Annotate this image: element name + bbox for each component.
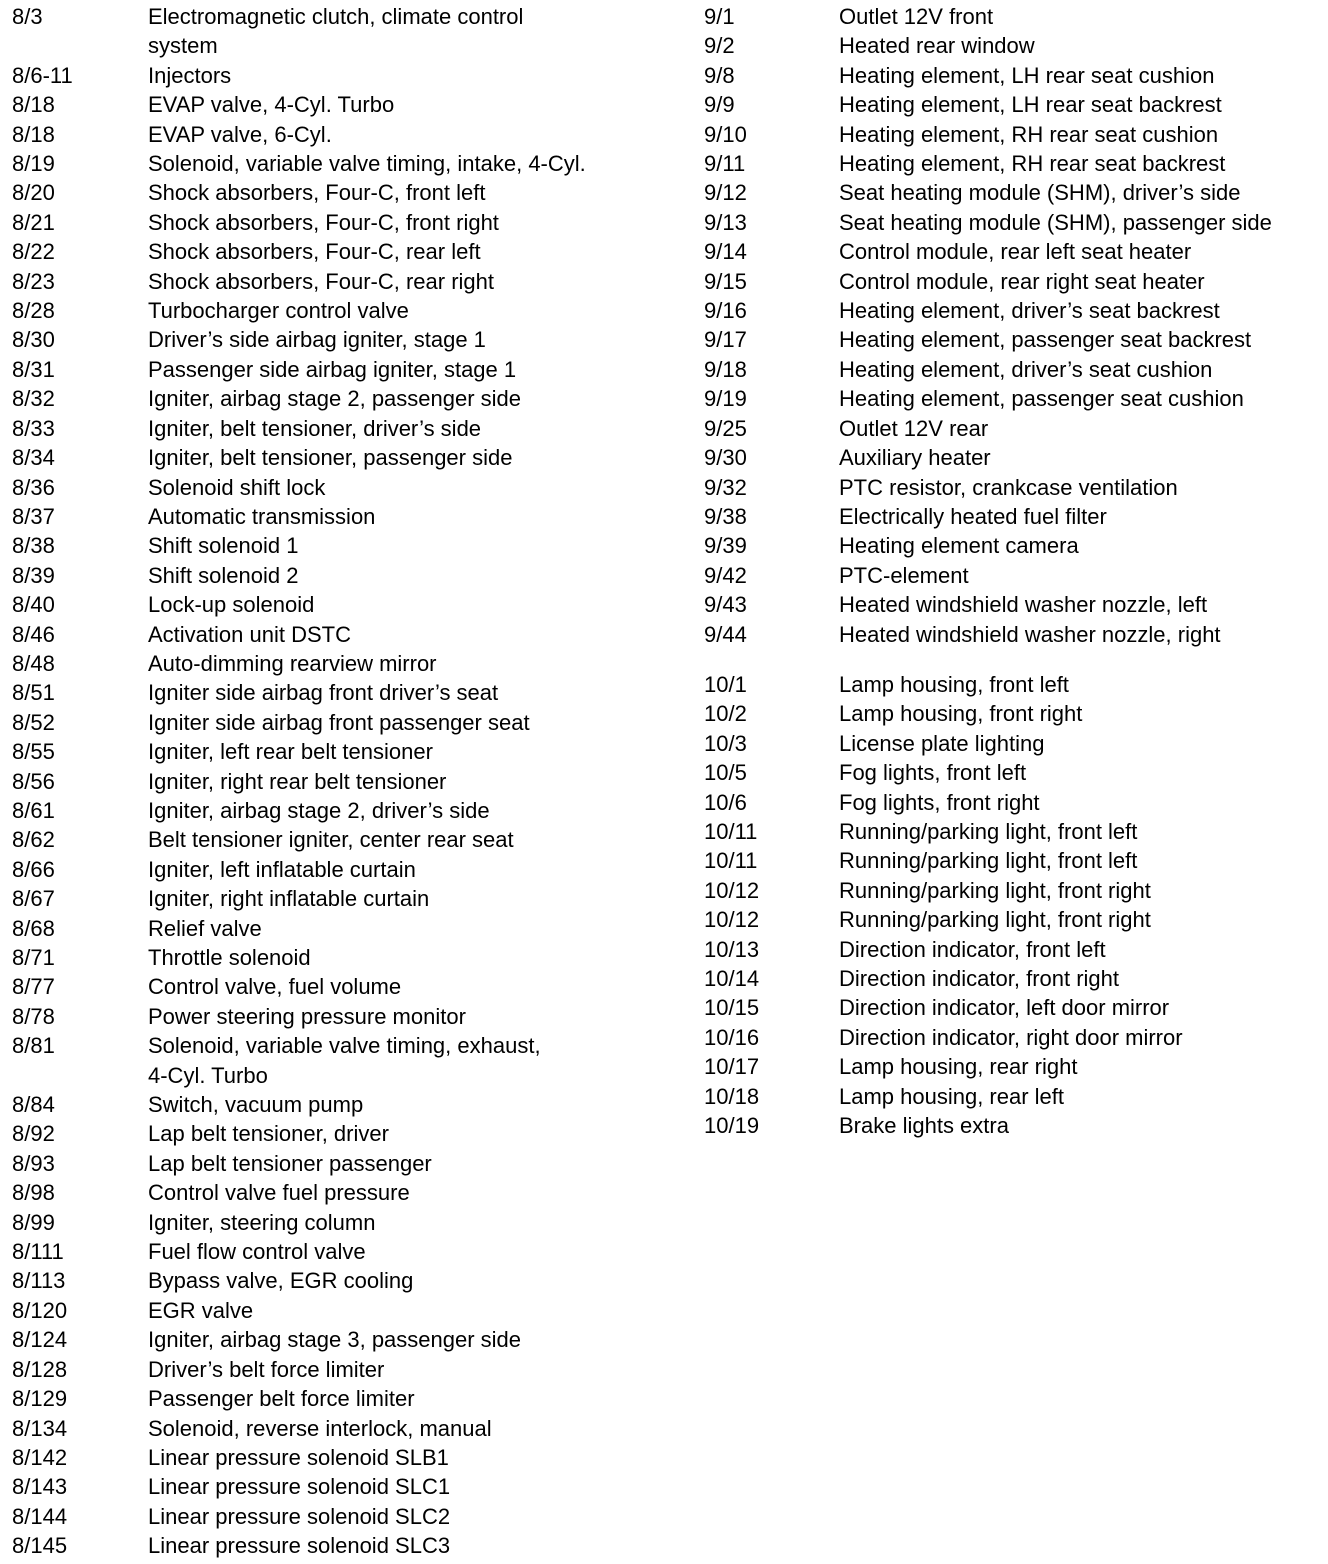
component-code: 8/142 bbox=[12, 1444, 68, 1470]
list-item bbox=[704, 964, 1324, 993]
list-item bbox=[704, 620, 1324, 649]
component-description: Shift solenoid 1 bbox=[148, 533, 299, 559]
list-item bbox=[704, 817, 1324, 846]
component-description: Auxiliary heater bbox=[839, 445, 991, 471]
component-code: 8/62 bbox=[12, 827, 55, 853]
component-description: Driver’s side airbag igniter, stage 1 bbox=[148, 327, 486, 353]
component-description: Bypass valve, EGR cooling bbox=[148, 1268, 414, 1294]
component-description: Lap belt tensioner, driver bbox=[148, 1121, 389, 1147]
component-code: 8/22 bbox=[12, 239, 55, 265]
list-item bbox=[704, 325, 1324, 354]
component-description: Shock absorbers, Four-C, front right bbox=[148, 209, 499, 235]
component-description: Running/parking light, front left bbox=[839, 848, 1138, 874]
component-description: Igniter, right rear belt tensioner bbox=[148, 768, 447, 794]
list-item bbox=[704, 31, 1324, 60]
component-description: Igniter, airbag stage 3, passenger side bbox=[148, 1327, 522, 1353]
component-description: Igniter, belt tensioner, passenger side bbox=[148, 445, 513, 471]
component-description: Passenger side airbag igniter, stage 1 bbox=[148, 356, 517, 382]
component-description: Control valve fuel pressure bbox=[148, 1180, 410, 1206]
list-item bbox=[704, 729, 1324, 758]
component-code: 9/10 bbox=[704, 121, 747, 147]
list-item bbox=[12, 384, 672, 413]
component-code: 8/33 bbox=[12, 415, 55, 441]
component-description: Heating element, LH rear seat backrest bbox=[839, 92, 1222, 118]
component-code: 8/18 bbox=[12, 92, 55, 118]
list-item bbox=[12, 502, 672, 531]
component-code: 8/18 bbox=[12, 121, 55, 147]
component-description: Shock absorbers, Four-C, rear left bbox=[148, 239, 481, 265]
component-description: Heated windshield washer nozzle, left bbox=[839, 592, 1208, 618]
component-description: Igniter side airbag front driver’s seat bbox=[148, 680, 499, 706]
component-code: 10/1 bbox=[704, 671, 747, 697]
component-description: Outlet 12V rear bbox=[839, 415, 989, 441]
list-item bbox=[12, 325, 672, 354]
component-description: Heating element, driver’s seat backrest bbox=[839, 298, 1220, 324]
component-code: 8/31 bbox=[12, 356, 55, 382]
component-code: 10/17 bbox=[704, 1054, 760, 1080]
component-description: Solenoid, variable valve timing, intake, 4-Cyl. bbox=[148, 151, 586, 177]
component-description: Belt tensioner igniter, center rear seat bbox=[148, 827, 514, 853]
component-code: 8/21 bbox=[12, 209, 55, 235]
component-code: 8/40 bbox=[12, 592, 55, 618]
component-description: Heating element, RH rear seat cushion bbox=[839, 121, 1219, 147]
component-code: 8/28 bbox=[12, 298, 55, 324]
component-description: Heating element, LH rear seat cushion bbox=[839, 62, 1215, 88]
component-description: EVAP valve, 4-Cyl. Turbo bbox=[148, 92, 395, 118]
list-item bbox=[12, 590, 672, 619]
component-code: 8/98 bbox=[12, 1180, 55, 1206]
component-description: Lamp housing, rear right bbox=[839, 1054, 1078, 1080]
component-description: Direction indicator, left door mirror bbox=[839, 995, 1170, 1021]
group-9-list bbox=[704, 2, 1324, 649]
component-description: Running/parking light, front left bbox=[839, 818, 1138, 844]
component-code: 10/3 bbox=[704, 730, 747, 756]
component-description: Direction indicator, right door mirror bbox=[839, 1024, 1183, 1050]
component-code: 10/16 bbox=[704, 1024, 760, 1050]
list-item bbox=[704, 2, 1324, 31]
list-item bbox=[704, 384, 1324, 413]
component-code: 8/55 bbox=[12, 739, 55, 765]
component-code: 8/128 bbox=[12, 1356, 68, 1382]
list-item bbox=[704, 699, 1324, 728]
component-code: 8/144 bbox=[12, 1503, 68, 1529]
component-description: Direction indicator, front left bbox=[839, 936, 1106, 962]
component-description: Heating element, passenger seat backrest bbox=[839, 327, 1252, 353]
list-item bbox=[704, 846, 1324, 875]
component-description: Fog lights, front left bbox=[839, 760, 1027, 786]
component-description: Heating element, passenger seat cushion bbox=[839, 386, 1244, 412]
component-description: Heating element, driver’s seat cushion bbox=[839, 356, 1213, 382]
list-item bbox=[12, 208, 672, 237]
component-description: Heating element, RH rear seat backrest bbox=[839, 151, 1226, 177]
component-description: Direction indicator, front right bbox=[839, 966, 1120, 991]
component-code: 10/18 bbox=[704, 1083, 760, 1109]
component-code: 8/84 bbox=[12, 1092, 55, 1118]
list-item bbox=[12, 355, 672, 384]
component-description: Throttle solenoid bbox=[148, 945, 311, 970]
component-code: 10/11 bbox=[704, 848, 758, 874]
component-description: Seat heating module (SHM), driver’s side bbox=[839, 180, 1241, 206]
list-item bbox=[12, 855, 672, 884]
component-description: License plate lighting bbox=[839, 730, 1045, 756]
component-code: 8/66 bbox=[12, 856, 55, 882]
list-item bbox=[12, 1119, 672, 1148]
list-item bbox=[12, 796, 672, 825]
component-description: Running/parking light, front right bbox=[839, 907, 1151, 933]
component-description: Igniter side airbag front passenger seat bbox=[148, 709, 530, 735]
component-code: 9/25 bbox=[704, 415, 747, 441]
list-item bbox=[12, 531, 672, 560]
left-column bbox=[12, 2, 672, 1561]
list-item bbox=[12, 678, 672, 707]
list-item bbox=[12, 1443, 672, 1472]
component-code: 8/56 bbox=[12, 768, 55, 794]
list-item bbox=[12, 414, 672, 443]
list-item bbox=[12, 1384, 672, 1413]
component-description: Heating element camera bbox=[839, 533, 1079, 559]
list-item bbox=[704, 758, 1324, 787]
component-code: 9/2 bbox=[704, 33, 735, 59]
component-description: Control valve, fuel volume bbox=[148, 974, 402, 1000]
component-code: 8/19 bbox=[12, 151, 55, 177]
component-description: Switch, vacuum pump bbox=[148, 1092, 364, 1118]
component-code: 9/8 bbox=[704, 62, 735, 88]
component-code: 8/78 bbox=[12, 1003, 55, 1029]
list-item bbox=[12, 473, 672, 502]
component-code: 8/52 bbox=[12, 709, 55, 735]
component-code: 10/14 bbox=[704, 966, 760, 991]
component-code: 10/12 bbox=[704, 877, 760, 903]
list-item bbox=[12, 1531, 672, 1560]
list-item bbox=[12, 1237, 672, 1266]
component-code: 8/120 bbox=[12, 1297, 68, 1323]
component-code: 8/34 bbox=[12, 445, 55, 471]
component-code: 8/30 bbox=[12, 327, 55, 353]
list-item bbox=[704, 178, 1324, 207]
component-code: 8/68 bbox=[12, 915, 55, 941]
component-code: 9/39 bbox=[704, 533, 747, 559]
list-item bbox=[12, 561, 672, 590]
component-description: Lamp housing, rear left bbox=[839, 1083, 1065, 1109]
list-item bbox=[12, 1296, 672, 1325]
list-item bbox=[12, 120, 672, 149]
list-item bbox=[12, 1472, 672, 1501]
component-description: PTC resistor, crankcase ventilation bbox=[839, 474, 1178, 500]
component-code: 8/36 bbox=[12, 474, 55, 500]
component-code: 8/37 bbox=[12, 503, 55, 529]
component-description: Igniter, left rear belt tensioner bbox=[148, 739, 433, 765]
list-item bbox=[704, 414, 1324, 443]
component-description: Driver’s belt force limiter bbox=[148, 1356, 385, 1382]
list-item bbox=[12, 443, 672, 472]
list-item bbox=[12, 1031, 672, 1090]
component-code: 10/19 bbox=[704, 1113, 760, 1139]
component-code: 10/11 bbox=[704, 818, 758, 844]
list-item bbox=[704, 237, 1324, 266]
component-code: 9/13 bbox=[704, 209, 747, 235]
component-code: 8/124 bbox=[12, 1327, 68, 1353]
list-item bbox=[12, 2, 672, 61]
component-code: 8/71 bbox=[12, 945, 55, 970]
list-item bbox=[12, 90, 672, 119]
component-code: 9/43 bbox=[704, 592, 747, 618]
component-description: Activation unit DSTC bbox=[148, 621, 351, 647]
list-item bbox=[704, 561, 1324, 590]
component-code: 10/5 bbox=[704, 760, 747, 786]
component-code: 8/48 bbox=[12, 650, 55, 676]
list-item bbox=[704, 443, 1324, 472]
list-item bbox=[704, 1052, 1324, 1081]
component-code: 8/81 bbox=[12, 1033, 55, 1059]
list-item bbox=[704, 1023, 1324, 1052]
component-code: 8/46 bbox=[12, 621, 55, 647]
component-code: 8/61 bbox=[12, 797, 55, 823]
component-description: Shift solenoid 2 bbox=[148, 562, 299, 588]
list-item bbox=[12, 884, 672, 913]
component-code: 9/38 bbox=[704, 503, 747, 529]
list-item bbox=[12, 1266, 672, 1295]
component-description: Fog lights, front right bbox=[839, 789, 1040, 815]
component-description: Outlet 12V front bbox=[839, 4, 994, 29]
component-description: Linear pressure solenoid SLB1 bbox=[148, 1444, 449, 1470]
component-code: 8/32 bbox=[12, 386, 55, 412]
list-item bbox=[12, 1149, 672, 1178]
list-item bbox=[12, 1502, 672, 1531]
list-item bbox=[12, 767, 672, 796]
component-code: 9/16 bbox=[704, 298, 747, 324]
list-item bbox=[704, 590, 1324, 619]
component-description: Shock absorbers, Four-C, rear right bbox=[148, 268, 495, 294]
component-code: 8/38 bbox=[12, 533, 55, 559]
list-item bbox=[12, 149, 672, 178]
list-item bbox=[12, 1002, 672, 1031]
component-code: 8/77 bbox=[12, 974, 55, 1000]
component-description: Linear pressure solenoid SLC1 bbox=[148, 1474, 451, 1500]
list-item bbox=[704, 788, 1324, 817]
component-code: 9/30 bbox=[704, 445, 747, 471]
component-code: 8/39 bbox=[12, 562, 55, 588]
component-description: Igniter, belt tensioner, driver’s side bbox=[148, 415, 482, 441]
list-item bbox=[12, 914, 672, 943]
component-code: 9/44 bbox=[704, 621, 747, 647]
list-item bbox=[704, 670, 1324, 699]
component-code: 9/15 bbox=[704, 268, 747, 294]
list-item bbox=[12, 178, 672, 207]
component-code: 8/129 bbox=[12, 1386, 68, 1412]
list-item bbox=[12, 708, 672, 737]
list-item bbox=[12, 737, 672, 766]
group-10-list bbox=[704, 670, 1324, 1141]
component-code: 9/32 bbox=[704, 474, 747, 500]
component-description: Control module, rear right seat heater bbox=[839, 268, 1205, 294]
component-description: Turbocharger control valve bbox=[148, 298, 409, 324]
list-item bbox=[704, 935, 1324, 964]
component-code: 8/20 bbox=[12, 180, 55, 206]
component-description: Passenger belt force limiter bbox=[148, 1386, 415, 1412]
component-description: Solenoid shift lock bbox=[148, 474, 326, 500]
group-separator bbox=[704, 649, 1324, 670]
list-item bbox=[12, 972, 672, 1001]
component-description: Heated rear window bbox=[839, 33, 1035, 59]
component-description: Lamp housing, front right bbox=[839, 701, 1083, 727]
list-item bbox=[704, 876, 1324, 905]
component-code: 9/18 bbox=[704, 356, 747, 382]
component-description: EGR valve bbox=[148, 1297, 254, 1323]
component-description: Injectors bbox=[148, 62, 232, 88]
component-code: 9/1 bbox=[704, 4, 735, 29]
component-code: 8/134 bbox=[12, 1415, 68, 1441]
component-description: Automatic transmission bbox=[148, 503, 376, 529]
component-description: Heated windshield washer nozzle, right bbox=[839, 621, 1221, 647]
component-code: 9/11 bbox=[704, 151, 746, 177]
list-item bbox=[12, 296, 672, 325]
list-item bbox=[704, 296, 1324, 325]
component-code: 9/14 bbox=[704, 239, 747, 265]
list-item bbox=[12, 825, 672, 854]
component-description: Igniter, steering column bbox=[148, 1209, 376, 1235]
list-item bbox=[12, 1355, 672, 1384]
list-item bbox=[12, 1090, 672, 1119]
list-item bbox=[704, 120, 1324, 149]
component-description: Igniter, airbag stage 2, passenger side bbox=[148, 386, 522, 412]
list-item bbox=[12, 237, 672, 266]
component-code: 9/12 bbox=[704, 180, 747, 206]
component-code: 8/145 bbox=[12, 1533, 68, 1559]
component-code: 8/92 bbox=[12, 1121, 55, 1147]
component-code: 10/2 bbox=[704, 701, 747, 727]
list-item bbox=[704, 473, 1324, 502]
component-code: 8/143 bbox=[12, 1474, 68, 1500]
component-code: 9/17 bbox=[704, 327, 747, 353]
list-item bbox=[12, 1178, 672, 1207]
component-description: Brake lights extra bbox=[839, 1113, 1009, 1139]
component-code: 10/15 bbox=[704, 995, 760, 1021]
component-description: Power steering pressure monitor bbox=[148, 1003, 466, 1029]
list-item bbox=[704, 531, 1324, 560]
list-item bbox=[704, 993, 1324, 1022]
component-code: 8/113 bbox=[12, 1268, 66, 1294]
component-code: 9/19 bbox=[704, 386, 747, 412]
component-description: Linear pressure solenoid SLC3 bbox=[148, 1533, 451, 1559]
right-column bbox=[704, 2, 1324, 1140]
list-item bbox=[704, 90, 1324, 119]
list-item bbox=[704, 355, 1324, 384]
list-item bbox=[12, 620, 672, 649]
component-description: Igniter, left inflatable curtain bbox=[148, 856, 416, 882]
component-code: 8/111 bbox=[12, 1239, 64, 1265]
component-description: Lock-up solenoid bbox=[148, 592, 315, 618]
list-item bbox=[12, 61, 672, 90]
component-code: 9/9 bbox=[704, 92, 735, 118]
list-item bbox=[12, 1208, 672, 1237]
list-item bbox=[704, 267, 1324, 296]
component-code: 8/6-11 bbox=[12, 62, 73, 88]
component-description: Linear pressure solenoid SLC2 bbox=[148, 1503, 451, 1529]
component-description: Electrically heated fuel filter bbox=[839, 503, 1107, 529]
component-description: Igniter, right inflatable curtain bbox=[148, 886, 430, 912]
component-description: Running/parking light, front right bbox=[839, 877, 1151, 903]
component-description: Auto-dimming rearview mirror bbox=[148, 650, 437, 676]
component-description: PTC-element bbox=[839, 562, 969, 588]
component-description: Igniter, airbag stage 2, driver’s side bbox=[148, 797, 490, 823]
list-item bbox=[704, 149, 1324, 178]
component-code: 8/93 bbox=[12, 1150, 55, 1176]
list-item bbox=[12, 1325, 672, 1354]
component-code: 8/67 bbox=[12, 886, 55, 912]
component-code: 9/42 bbox=[704, 562, 747, 588]
component-description: Seat heating module (SHM), passenger side bbox=[839, 209, 1272, 235]
list-item bbox=[704, 208, 1324, 237]
component-code: 10/13 bbox=[704, 936, 760, 962]
component-description: Control module, rear left seat heater bbox=[839, 239, 1192, 265]
component-description: Solenoid, variable valve timing, exhaust, 4-Cyl. Turbo bbox=[148, 1033, 541, 1088]
component-description: Fuel flow control valve bbox=[148, 1239, 366, 1265]
list-item bbox=[12, 267, 672, 296]
list-item bbox=[704, 905, 1324, 934]
component-description: EVAP valve, 6-Cyl. bbox=[148, 121, 332, 147]
list-item bbox=[12, 1414, 672, 1443]
component-description: Lap belt tensioner passenger bbox=[148, 1150, 432, 1176]
list-item bbox=[704, 1111, 1324, 1140]
list-item bbox=[704, 61, 1324, 90]
component-description: Electromagnetic clutch, climate control system bbox=[148, 4, 524, 59]
component-code: 10/6 bbox=[704, 789, 747, 815]
list-item bbox=[12, 943, 672, 972]
component-code: 8/51 bbox=[12, 680, 55, 706]
component-code: 8/3 bbox=[12, 4, 43, 29]
component-description: Relief valve bbox=[148, 915, 262, 941]
list-item bbox=[704, 1082, 1324, 1111]
list-item bbox=[704, 502, 1324, 531]
component-code: 8/99 bbox=[12, 1209, 55, 1235]
component-code: 10/12 bbox=[704, 907, 760, 933]
list-item bbox=[12, 649, 672, 678]
component-code: 8/23 bbox=[12, 268, 55, 294]
component-description: Lamp housing, front left bbox=[839, 671, 1069, 697]
component-description: Solenoid, reverse interlock, manual bbox=[148, 1415, 492, 1441]
component-description: Shock absorbers, Four-C, front left bbox=[148, 180, 486, 206]
